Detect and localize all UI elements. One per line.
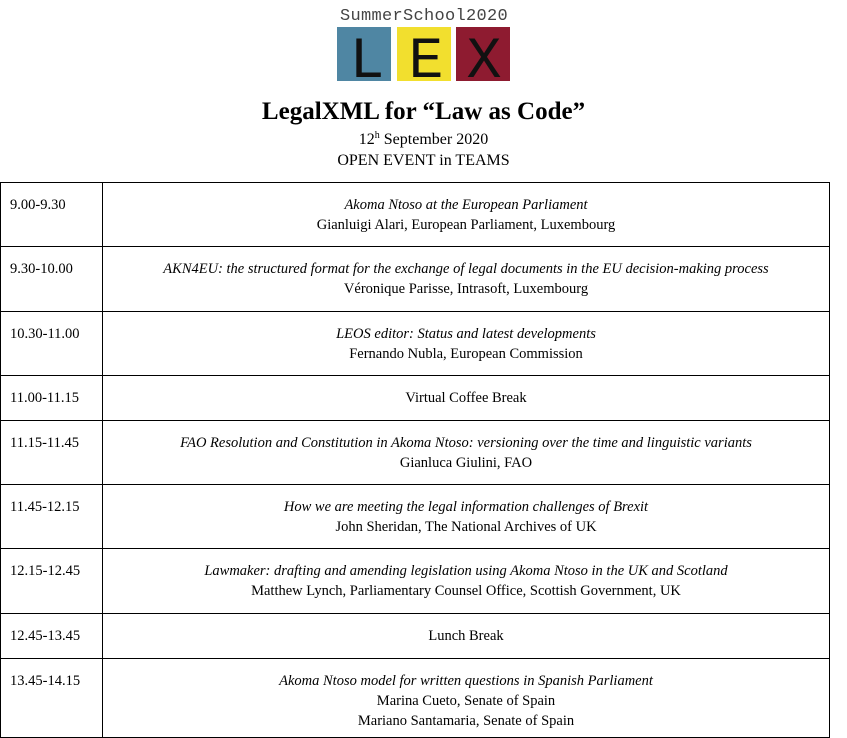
session-time: 11.00-11.15 — [1, 376, 103, 421]
session-time: 13.45-14.15 — [1, 659, 103, 738]
session-speaker: Matthew Lynch, Parliamentary Counsel Office, Scottish Government, UK — [251, 583, 681, 599]
session-details — [103, 549, 830, 614]
session-time: 9.30-10.00 — [1, 247, 103, 312]
session-speaker: Mariano Santamaria, Senate of Spain — [357, 713, 575, 729]
session-title: LEOS editor: Status and latest developments — [336, 326, 596, 342]
session-time: 10.30-11.00 — [1, 312, 103, 376]
session-title: Lawmaker: drafting and amending legislation using Akoma Ntoso in the UK and Scotland — [204, 563, 728, 579]
session-details — [103, 614, 830, 659]
schedule-row — [1, 485, 830, 549]
session-speaker: Gianluigi Alari, European Parliament, Luxembourg — [316, 217, 616, 233]
session-speaker: Gianluca Giulini, FAO — [399, 455, 533, 471]
session-details — [103, 659, 830, 738]
schedule-row — [1, 247, 830, 312]
schedule-row — [1, 376, 830, 421]
break-label: Lunch Break — [428, 628, 504, 644]
session-title: Akoma Ntoso model for written questions in Spanish Parliament — [279, 673, 653, 689]
session-time: 9.00-9.30 — [1, 183, 103, 247]
schedule-row — [1, 614, 830, 659]
session-speaker: Marina Cueto, Senate of Spain — [376, 693, 556, 709]
page-title: LegalXML for “Law as Code” — [261, 98, 586, 125]
date-day: 12 — [358, 131, 375, 148]
session-title: AKN4EU: the structured format for the exchange of legal documents in the EU decision-making process — [163, 261, 769, 277]
session-time: 11.15-11.45 — [1, 421, 103, 485]
session-time: 11.45-12.15 — [1, 485, 103, 549]
session-speaker: Fernando Nubla, European Commission — [349, 346, 583, 362]
session-title: Akoma Ntoso at the European Parliament — [344, 197, 588, 213]
event-date — [0, 130, 847, 150]
logo-subtitle: SummerSchool2020 — [339, 7, 509, 26]
logo-letter-x: X — [466, 30, 502, 95]
session-speaker: Véronique Parisse, Intrasoft, Luxembourg — [343, 281, 589, 297]
session-details — [103, 421, 830, 485]
session-title: How we are meeting the legal information challenges of Brexit — [283, 499, 649, 515]
schedule-row — [1, 312, 830, 376]
date-rest: September 2020 — [379, 131, 489, 148]
break-label: Virtual Coffee Break — [405, 390, 527, 406]
session-time: 12.15-12.45 — [1, 549, 103, 614]
logo-letter-e: E — [408, 30, 444, 95]
schedule-table — [0, 182, 830, 738]
logo-letter-l: L — [349, 30, 385, 95]
event-venue: OPEN EVENT in TEAMS — [337, 152, 510, 169]
date-suffix: h — [374, 130, 380, 141]
schedule-row — [1, 549, 830, 614]
session-time: 12.45-13.45 — [1, 614, 103, 659]
session-details — [103, 183, 830, 247]
session-details — [103, 376, 830, 421]
schedule-row — [1, 421, 830, 485]
schedule-row — [1, 659, 830, 738]
session-details — [103, 247, 830, 312]
session-details — [103, 312, 830, 376]
session-speaker: John Sheridan, The National Archives of UK — [335, 519, 597, 535]
session-title: FAO Resolution and Constitution in Akoma Ntoso: versioning over the time and linguistic variants — [180, 435, 752, 451]
schedule-body — [1, 183, 830, 738]
schedule-row — [1, 183, 830, 247]
session-details — [103, 485, 830, 549]
lex-logo — [336, 6, 512, 94]
